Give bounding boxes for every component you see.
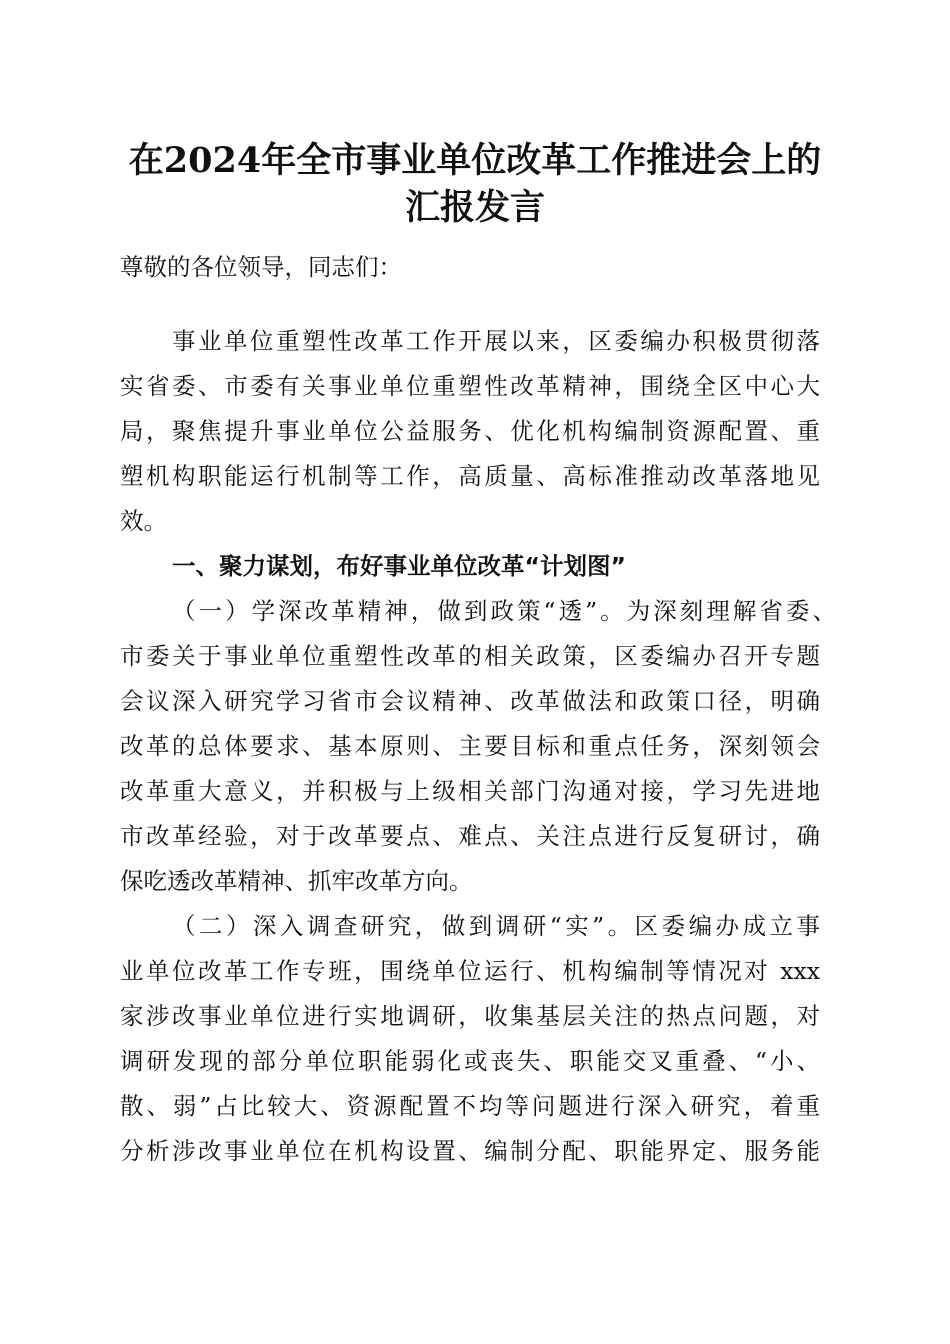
text-line: 效。: [120, 507, 167, 535]
text-line: 实省委、市委有关事业单位重塑性改革精神，围绕全区中心大: [120, 372, 820, 400]
text-line: 业单位改革工作专班，围绕单位运行、机构编制等情况对 xxx: [120, 957, 820, 985]
text-line: 事业单位重塑性改革工作开展以来，区委编办积极贯彻落: [172, 327, 820, 355]
text-line: 保吃透改革精神、抓牢改革方向。: [120, 867, 473, 895]
title-line-2: 汇报发言: [404, 187, 545, 228]
text-line: （二）深入调查研究，做到调研“实”。区委编办成立事: [172, 912, 820, 940]
greeting: 尊敬的各位领导，同志们：: [120, 253, 402, 281]
text-line: 分析涉改事业单位在机构设置、编制分配、职能界定、服务能: [120, 1137, 820, 1165]
document-title: [0, 137, 950, 231]
section-heading: 一、聚力谋划，布好事业单位改革“计划图”: [172, 552, 626, 580]
text-line: 改革重大意义，并积极与上级相关部门沟通对接，学习先进地: [120, 777, 820, 805]
text-line: 改革的总体要求、基本原则、主要目标和重点任务，深刻领会: [120, 732, 820, 760]
text-line: 家涉改事业单位进行实地调研，收集基层关注的热点问题，对: [120, 1002, 820, 1030]
paragraph-1: [120, 589, 836, 904]
title-line-1: 在2024年全市事业单位改革工作推进会上的: [128, 140, 822, 181]
text-line: 会议深入研究学习省市会议精神、改革做法和政策口径，明确: [120, 687, 820, 715]
text-line: 调研发现的部分单位职能弱化或丧失、职能交叉重叠、“小、: [120, 1047, 820, 1075]
text-line: 市委关于事业单位重塑性改革的相关政策，区委编办召开专题: [120, 642, 820, 670]
text-line: （一）学深改革精神，做到政策“透”。为深刻理解省委、: [172, 597, 836, 625]
text-line: 塑机构职能运行机制等工作，高质量、高标准推动改革落地见: [120, 462, 820, 490]
text-line: 散、弱”占比较大、资源配置不均等问题进行深入研究，着重: [120, 1092, 820, 1120]
text-line: 市改革经验，对于改革要点、难点、关注点进行反复研讨，确: [120, 822, 820, 850]
text-line: 局，聚焦提升事业单位公益服务、优化机构编制资源配置、重: [120, 417, 820, 445]
intro-paragraph: [120, 319, 820, 544]
document-body: [120, 245, 836, 1174]
paragraph-2: [120, 904, 820, 1174]
